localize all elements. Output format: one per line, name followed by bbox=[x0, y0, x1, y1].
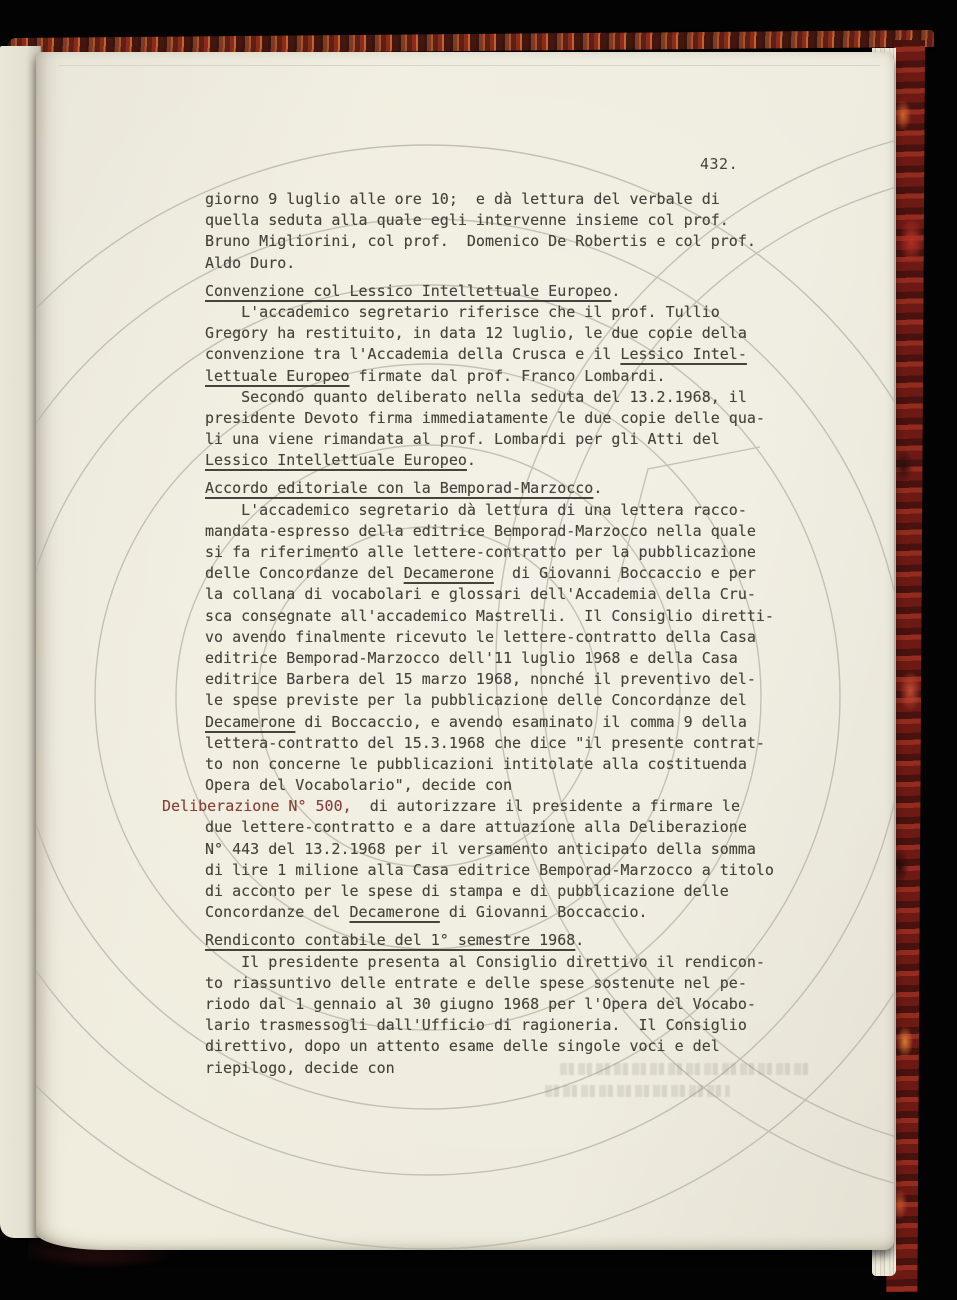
text-line bbox=[205, 367, 805, 388]
text-segment: Decamerone bbox=[349, 903, 440, 922]
text-segment: Deliberazione N° 500, bbox=[162, 797, 352, 816]
text-segment: li una viene rimandata al prof. Lombardi per gli Atti del bbox=[205, 430, 720, 449]
text-segment: delle Concordanze del bbox=[205, 564, 404, 583]
text-line bbox=[205, 501, 805, 522]
text-segment: quella seduta alla quale egli intervenne insieme col prof. bbox=[205, 211, 729, 230]
underlying-page-edge bbox=[58, 65, 880, 66]
text-segment: Accordo editoriale con la Bemporad-Marzocco bbox=[205, 479, 594, 498]
section-heading bbox=[205, 931, 805, 952]
text-segment: Decamerone bbox=[403, 564, 494, 583]
paragraph bbox=[162, 797, 805, 924]
bleedthrough-text bbox=[560, 1063, 810, 1075]
text-line bbox=[205, 388, 805, 409]
text-line bbox=[205, 861, 805, 882]
text-segment: Gregory ha restituito, in data 12 luglio, le due copie della bbox=[205, 324, 747, 343]
text-line bbox=[205, 345, 805, 366]
text-line bbox=[205, 211, 805, 232]
text-line bbox=[162, 797, 805, 818]
text-segment: to riassuntivo delle entrate e delle spese sostenute nel pe- bbox=[205, 973, 747, 992]
text-line bbox=[205, 903, 805, 924]
section-heading bbox=[205, 282, 805, 303]
text-segment: Aldo Duro. bbox=[205, 253, 296, 272]
text-line bbox=[205, 995, 805, 1016]
text-segment: lario trasmessogli dall'Ufficio di ragioneria. Il Consiglio bbox=[205, 1016, 747, 1035]
text-segment: la collana di vocabolari e glossari dell'Accademia della Cru- bbox=[205, 585, 756, 604]
text-segment: Lessico Intel- bbox=[620, 345, 747, 364]
text-segment: editrice Bemporad-Marzocco dell'11 luglio 1968 e della Casa bbox=[205, 648, 738, 667]
text-segment: si fa riferimento alle lettere-contratto per la pubblicazione bbox=[205, 543, 756, 561]
text-segment: riepilogo, decide con bbox=[205, 1058, 395, 1077]
text-segment: presidente Devoto firma immediatamente le due copie delle qua- bbox=[205, 408, 765, 427]
text-segment: editrice Barbera del 15 marzo 1968, nonché il preventivo del- bbox=[205, 670, 756, 689]
text-line bbox=[205, 691, 805, 712]
text-line bbox=[205, 713, 805, 734]
section-heading bbox=[205, 479, 805, 500]
text-line bbox=[205, 430, 805, 451]
text-segment: di lire 1 milione alla Casa editrice Bemporad-Marzocco a titolo bbox=[205, 860, 774, 879]
text-segment: due lettere-contratto e a dare attuazione alla Deliberazione bbox=[205, 818, 747, 837]
text-segment: direttivo, dopo un attento esame delle singole voci e del bbox=[205, 1037, 720, 1056]
text-line bbox=[205, 585, 805, 606]
text-segment: Secondo quanto deliberato nella seduta del 13.2.1968, il bbox=[205, 387, 747, 406]
page-number: 432. bbox=[700, 155, 739, 173]
text-segment: le spese previste per la pubblicazione delle Concordanze del bbox=[205, 691, 747, 710]
text-line bbox=[205, 882, 805, 903]
facing-page-sliver bbox=[0, 46, 41, 1238]
text-segment: di Giovanni Boccaccio e per bbox=[494, 564, 756, 583]
text-line bbox=[205, 607, 805, 628]
text-segment: di autorizzare il presidente a firmare le bbox=[351, 797, 740, 816]
text-line bbox=[205, 1016, 805, 1037]
text-line bbox=[205, 1037, 805, 1058]
paragraph bbox=[205, 501, 805, 798]
text-line bbox=[205, 670, 805, 691]
text-segment: Concordanze del bbox=[205, 903, 350, 922]
text-line bbox=[205, 282, 805, 303]
text-segment: Decamerone bbox=[205, 712, 296, 731]
text-line bbox=[205, 776, 805, 797]
text-segment: di acconto per le spese di stampa e di pubblicazione delle bbox=[205, 882, 729, 900]
text-segment: lettera-contratto del 15.3.1968 che dice "il presente contrat- bbox=[205, 733, 765, 752]
text-segment: . bbox=[593, 479, 603, 498]
paragraph bbox=[205, 953, 805, 1080]
text-segment: N° 443 del 13.2.1968 per il versamento anticipato della somma bbox=[205, 839, 756, 858]
typewritten-text bbox=[162, 190, 805, 1080]
text-segment: . bbox=[611, 281, 621, 300]
text-segment: Il presidente presenta al Consiglio direttivo il rendicon- bbox=[205, 952, 765, 971]
bleedthrough-text bbox=[545, 1085, 730, 1097]
text-line bbox=[205, 755, 805, 776]
text-line bbox=[205, 564, 805, 585]
text-segment: L'accademico segretario riferisce che il prof. Tullio bbox=[205, 302, 720, 321]
text-line bbox=[205, 190, 805, 211]
text-line bbox=[205, 409, 805, 430]
text-line bbox=[205, 953, 805, 974]
text-line bbox=[205, 254, 805, 275]
text-segment: giorno 9 luglio alle ore 10; e dà lettura del verbale di bbox=[205, 190, 720, 208]
text-segment: Lessico Intellettuale Europeo bbox=[205, 451, 467, 470]
text-segment: to non concerne le pubblicazioni intitolate alla costituenda bbox=[205, 754, 747, 773]
text-line bbox=[205, 543, 805, 564]
text-line bbox=[205, 303, 805, 324]
text-segment: mandata-espresso della editrice Bemporad-Marzocco nella quale bbox=[205, 521, 756, 540]
paragraph bbox=[205, 303, 805, 388]
text-line bbox=[205, 840, 805, 861]
paragraph bbox=[205, 190, 805, 275]
text-segment: L'accademico segretario dà lettura di una lettera racco- bbox=[205, 500, 747, 519]
text-line bbox=[205, 931, 805, 952]
text-segment: . bbox=[466, 451, 476, 470]
text-segment: sca consegnate all'accademico Mastrelli. Il Consiglio diretti- bbox=[205, 606, 774, 625]
text-line bbox=[205, 734, 805, 755]
text-line bbox=[205, 649, 805, 670]
text-line bbox=[205, 479, 805, 500]
text-segment: di Boccaccio, e avendo esaminato il comma 9 della bbox=[295, 712, 747, 731]
text-line bbox=[205, 232, 805, 253]
text-line bbox=[205, 324, 805, 345]
text-segment: firmate dal prof. Franco Lombardi. bbox=[349, 366, 666, 385]
text-line bbox=[205, 628, 805, 649]
text-segment: . bbox=[575, 931, 585, 950]
text-line bbox=[205, 522, 805, 543]
text-segment: lettuale Europeo bbox=[205, 366, 350, 385]
text-segment: Opera del Vocabolario", decide con bbox=[205, 776, 513, 795]
text-segment: riodo dal 1 gennaio al 30 giugno 1968 per l'Opera del Vocabo- bbox=[205, 994, 756, 1013]
paragraph bbox=[205, 388, 805, 473]
document-page bbox=[36, 52, 894, 1250]
text-segment: di Giovanni Boccaccio. bbox=[439, 903, 648, 922]
text-segment: Rendiconto contabile del 1° semestre 1968 bbox=[205, 931, 576, 950]
text-segment: vo avendo finalmente ricevuto le lettere-contratto della Casa bbox=[205, 627, 756, 646]
text-line bbox=[205, 974, 805, 995]
text-line bbox=[205, 451, 805, 472]
text-segment: convenzione tra l'Accademia della Crusca e il bbox=[205, 345, 621, 364]
text-line bbox=[205, 818, 805, 839]
text-segment: Convenzione col Lessico Intellettuale Europeo bbox=[205, 281, 612, 300]
text-segment: Bruno Migliorini, col prof. Domenico De Robertis e col prof. bbox=[205, 232, 756, 251]
